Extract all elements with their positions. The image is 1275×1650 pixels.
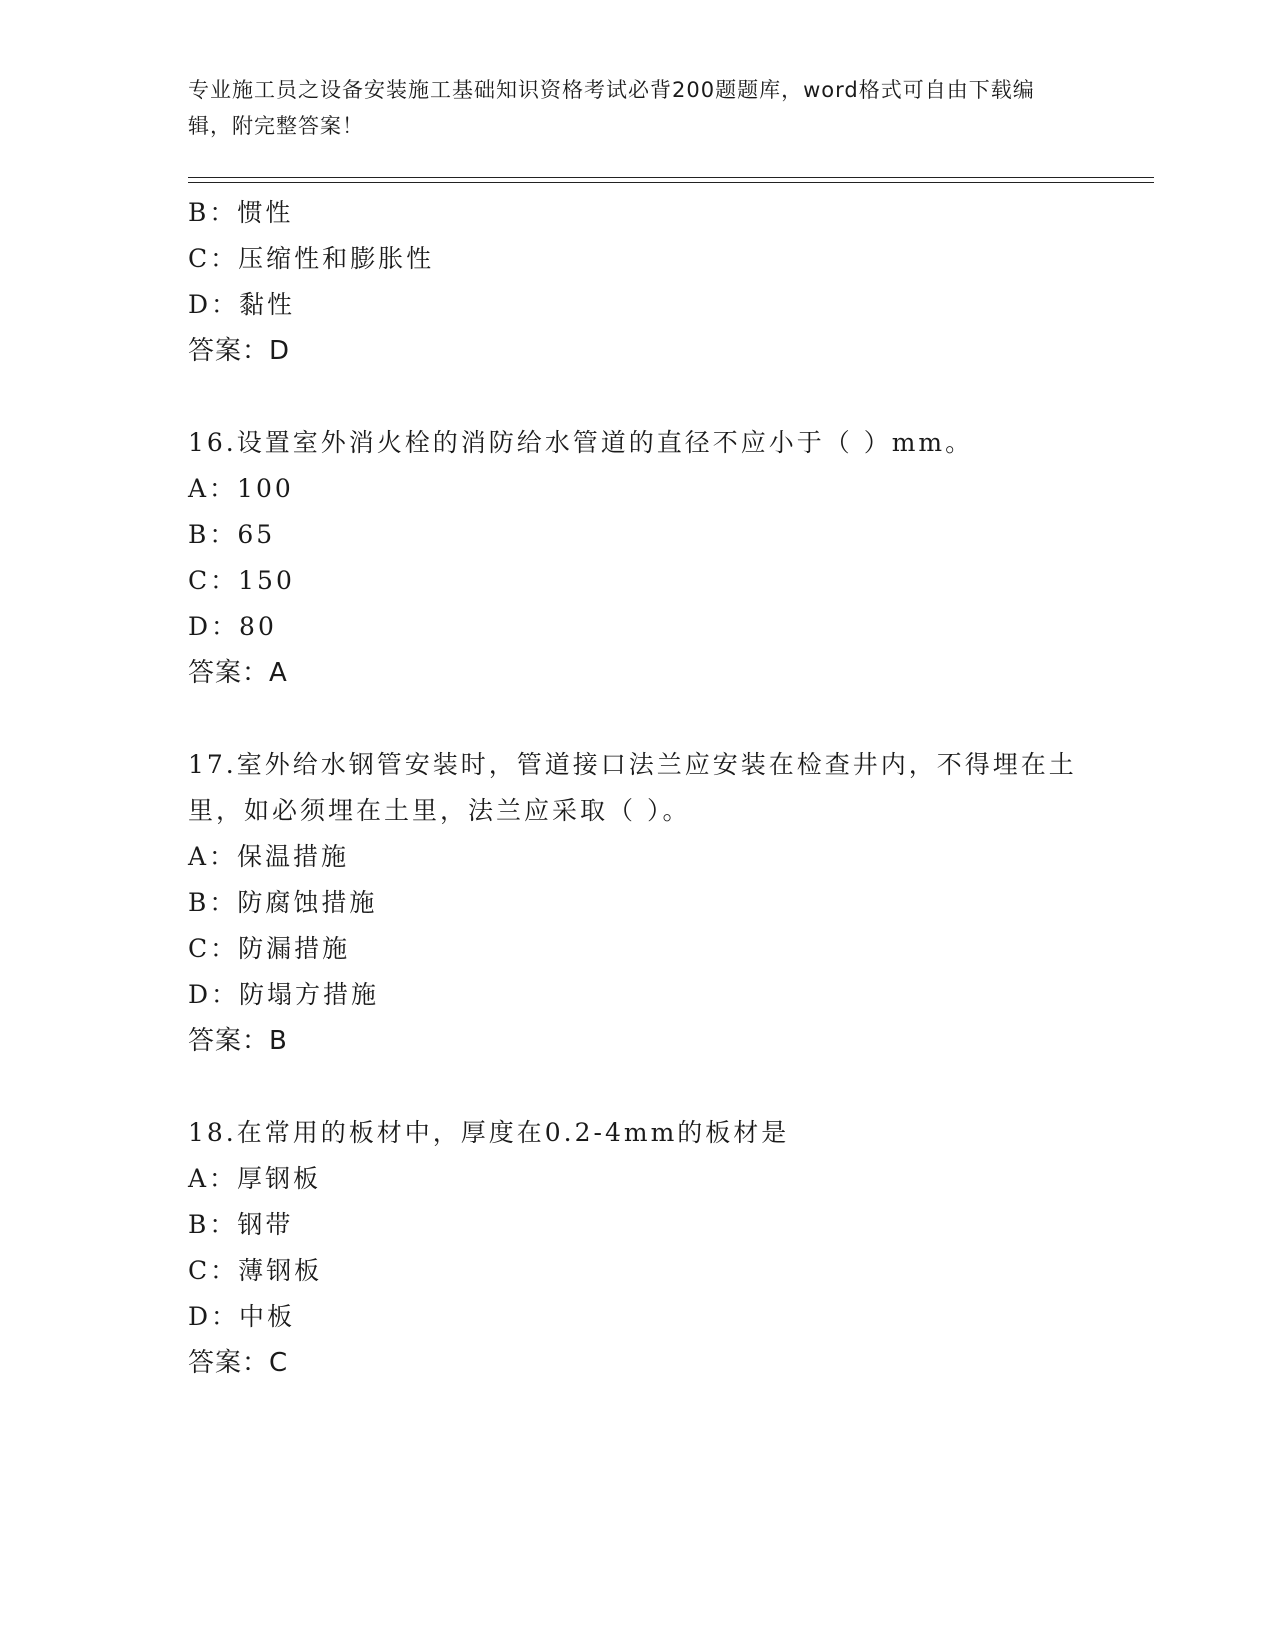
question-list (188, 190, 1148, 1386)
option-c: C：薄钢板 (188, 1256, 323, 1285)
option-a: A：100 (188, 474, 294, 503)
option-a: A：厚钢板 (188, 1164, 322, 1193)
header-divider-bottom (188, 182, 1154, 183)
question-17 (188, 742, 1148, 1064)
answer-line: 答案：B (188, 1026, 288, 1056)
option-c: C：压缩性和膨胀性 (188, 244, 435, 273)
document-header: 专业施工员之设备安装施工基础知识资格考试必背200题题库，word格式可自由下载编辑，附完整答案！ (188, 78, 1035, 138)
header-divider-top (188, 177, 1154, 178)
option-c: C：防漏措施 (188, 934, 351, 963)
question-text: 17.室外给水钢管安装时，管道接口法兰应安装在检查井内，不得埋在土里，如必须埋在土里，法兰应采取（ ）。 (188, 750, 1077, 825)
option-b: B：防腐蚀措施 (188, 888, 378, 917)
option-d: D：中板 (188, 1302, 296, 1331)
spacer (188, 1064, 1148, 1110)
question-18 (188, 1110, 1148, 1386)
option-b: B：钢带 (188, 1210, 294, 1239)
option-c: C：150 (188, 566, 295, 595)
spacer (188, 374, 1148, 420)
answer-line: 答案：A (188, 658, 288, 688)
option-b: B：惯性 (188, 198, 294, 227)
option-d: D：80 (188, 612, 277, 641)
answer-line: 答案：D (188, 336, 291, 366)
option-b: B：65 (188, 520, 276, 549)
option-d: D：防塌方措施 (188, 980, 380, 1009)
answer-line: 答案：C (188, 1348, 289, 1378)
question-15-continued (188, 190, 1148, 374)
option-d: D：黏性 (188, 290, 296, 319)
spacer (188, 696, 1148, 742)
question-16 (188, 420, 1148, 696)
question-text: 16.设置室外消火栓的消防给水管道的直径不应小于（ ）mm。 (188, 428, 974, 457)
option-a: A：保温措施 (188, 842, 350, 871)
question-text: 18.在常用的板材中，厚度在0.2-4mm的板材是 (188, 1118, 790, 1147)
